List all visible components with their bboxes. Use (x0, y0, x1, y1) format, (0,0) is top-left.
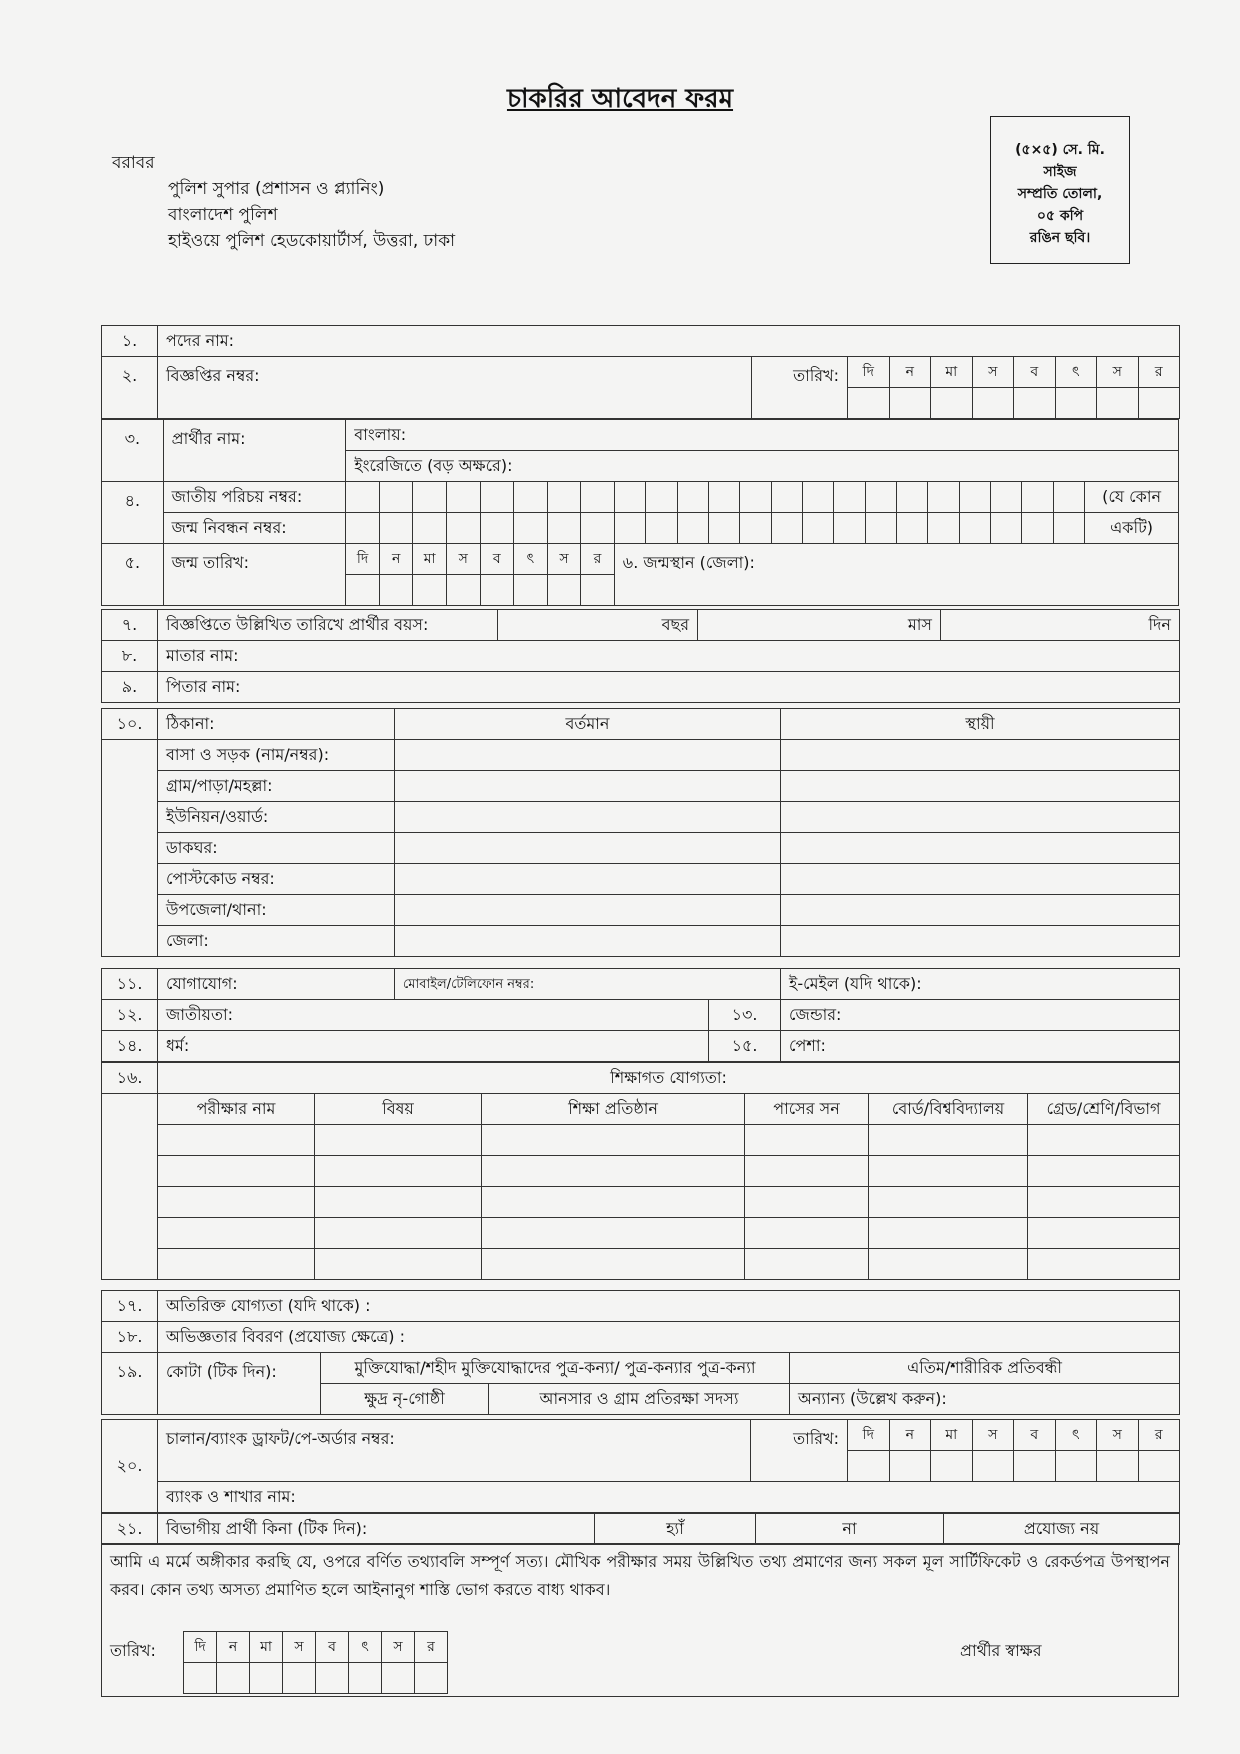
id-note: একটি) (1085, 513, 1179, 544)
brn-digit-cell[interactable] (446, 513, 480, 544)
religion-label: ধর্ম: (166, 1035, 190, 1055)
row-number: ৮. (102, 641, 158, 672)
row-number: ২. (102, 357, 158, 419)
date-letter: ৎ (1055, 1420, 1097, 1451)
nid-digit-cell[interactable] (677, 482, 708, 513)
education-cell[interactable] (745, 1156, 869, 1187)
education-cell[interactable] (1028, 1218, 1180, 1249)
quota-ethnic-option[interactable]: ক্ষুদ্র নৃ-গোষ্ঠী (321, 1384, 489, 1415)
date-letter: স (547, 544, 581, 575)
name-bangla-field[interactable] (346, 420, 1179, 451)
date-input-cell[interactable] (184, 1663, 217, 1694)
option-yes[interactable]: হ্যাঁ (595, 1514, 756, 1545)
birth-reg-label: জন্ম নিবন্ধন নম্বর: (163, 513, 346, 544)
nid-digit-cell[interactable] (897, 482, 928, 513)
mobile-label: মোবাইল/টেলিফোন নম্বর: (403, 976, 535, 992)
dob-label: জন্ম তারিখ: (163, 544, 346, 606)
address-field-label: উপজেলা/থানা: (158, 895, 395, 926)
row-number: ১৮. (102, 1322, 158, 1353)
date-letter: র (1138, 1420, 1180, 1451)
quota-freedom-fighter-option[interactable]: মুক্তিযোদ্ধা/শহীদ মুক্তিযোদ্ধাদের পুত্র-কন্যা/ পুত্র-কন্যার পুত্র-কন্যা (321, 1353, 790, 1384)
date-input-cell[interactable] (1138, 388, 1180, 419)
date-input-cell[interactable] (1138, 1451, 1180, 1482)
brn-digit-cell[interactable] (740, 513, 771, 544)
additional-qualification-field[interactable] (158, 1291, 1180, 1322)
date-input-cell[interactable] (316, 1663, 349, 1694)
date-input-cell[interactable] (931, 1451, 973, 1482)
contact-label: যোগাযোগ: (158, 969, 395, 1000)
education-cell[interactable] (1028, 1156, 1180, 1187)
row-number: ১০. (102, 709, 158, 740)
mobile-field[interactable] (395, 969, 781, 1000)
nid-digit-cell[interactable] (346, 482, 380, 513)
education-cell[interactable] (158, 1187, 315, 1218)
name-bangla-label: বাংলায়: (354, 424, 407, 444)
date-letter: র (415, 1632, 448, 1663)
board-header: বোর্ড/বিশ্ববিদ্যালয় (869, 1094, 1028, 1125)
brn-digit-cell[interactable] (708, 513, 739, 544)
addressee-block (112, 150, 455, 254)
education-cell[interactable] (869, 1218, 1028, 1249)
date-input-cell[interactable] (349, 1663, 382, 1694)
father-name-label: পিতার নাম: (166, 676, 241, 696)
quota-other-option[interactable]: অন্যান্য (উল্লেখ করুন): (790, 1384, 1180, 1415)
photo-instruction: (৫×৫) সে. মি. (1015, 142, 1105, 158)
permanent-address-input[interactable] (781, 771, 1180, 802)
date-letter: মা (250, 1632, 283, 1663)
education-cell[interactable] (315, 1218, 482, 1249)
date-letter: ন (217, 1632, 250, 1663)
date-input-cell[interactable] (1014, 1451, 1056, 1482)
row-number: ৪. (102, 482, 164, 544)
extra-table (101, 1290, 1180, 1415)
dob-input-cell[interactable] (547, 575, 581, 606)
birthplace-label: ৬. জন্মস্থান (জেলা): (622, 553, 755, 572)
education-cell[interactable] (1028, 1187, 1180, 1218)
brn-digit-cell[interactable] (1022, 513, 1053, 544)
row-number: ১৭. (102, 1291, 158, 1322)
brn-digit-cell[interactable] (928, 513, 959, 544)
address-field-label: ইউনিয়ন/ওয়ার্ড: (158, 802, 395, 833)
date-letter: ব (1014, 1420, 1056, 1451)
experience-field[interactable] (158, 1322, 1180, 1353)
applicant-name-label: প্রার্থীর নাম: (163, 420, 346, 482)
addressee-line: বাংলাদেশ পুলিশ (168, 205, 278, 225)
payment-date-label: তারিখ: (751, 1420, 848, 1482)
brn-digit-cell[interactable] (897, 513, 928, 544)
address-field-label: জেলা: (158, 926, 395, 957)
brn-digit-cell[interactable] (646, 513, 677, 544)
education-cell[interactable] (158, 1156, 315, 1187)
date-input-cell[interactable] (889, 388, 931, 419)
age-month-field[interactable] (698, 610, 941, 641)
row-number: ১. (102, 326, 158, 357)
nid-digit-cell[interactable] (740, 482, 771, 513)
brn-digit-cell[interactable] (802, 513, 833, 544)
present-address-input[interactable] (395, 802, 781, 833)
present-address-input[interactable] (395, 895, 781, 926)
dob-input-cell[interactable] (514, 575, 548, 606)
email-label: ই-মেইল (যদি থাকে): (789, 973, 922, 993)
nid-digit-cell[interactable] (1053, 482, 1084, 513)
dob-input-cell[interactable] (581, 575, 615, 606)
present-address-header: বর্তমান (395, 709, 781, 740)
photo-box[interactable] (990, 116, 1130, 264)
nid-digit-cell[interactable] (928, 482, 959, 513)
education-cell[interactable] (482, 1125, 745, 1156)
row-number-spacer (102, 740, 158, 957)
date-input-cell[interactable] (848, 1451, 890, 1482)
addressee-line: পুলিশ সুপার (প্রশাসন ও প্ল্যানিং) (168, 179, 385, 199)
nid-digit-cell[interactable] (959, 482, 990, 513)
bank-branch-label: ব্যাংক ও শাখার নাম: (166, 1486, 296, 1506)
permanent-address-input[interactable] (781, 895, 1180, 926)
row-number: ৫. (102, 544, 164, 606)
mother-name-label: মাতার নাম: (166, 645, 239, 665)
row-number: ১৫. (709, 1031, 781, 1062)
date-letter: স (382, 1632, 415, 1663)
declaration-text: আমি এ মর্মে অঙ্গীকার করছি যে, ওপরে বর্ণিত তথ্যাবলি সম্পূর্ণ সত্য। মৌখিক পরীক্ষার সময় উল্লিখিত তথ্য প্রমাণের জন্য সকল মূল সার্টিফিকেট ও রেকর্ডপত্র উপস্থাপন করব। কোন তথ্য অসত্য প্রমাণিত হলে আইনানুগ শাস্তি ভোগ করতে বাধ্য থাকব। (110, 1552, 1170, 1599)
date-letter: মা (931, 1420, 973, 1451)
present-address-input[interactable] (395, 926, 781, 957)
brn-digit-cell[interactable] (614, 513, 645, 544)
nid-digit-cell[interactable] (646, 482, 677, 513)
address-field-label: পোস্টকোড নম্বর: (158, 864, 395, 895)
id-note: (যে কোন (1085, 482, 1179, 513)
nid-digit-cell[interactable] (865, 482, 896, 513)
date-input-cell[interactable] (1097, 1451, 1139, 1482)
circular-number-label: বিজ্ঞপ্তির নম্বর: (166, 366, 260, 385)
education-table (101, 1062, 1180, 1280)
circular-number-field[interactable] (158, 357, 752, 419)
education-cell[interactable] (869, 1125, 1028, 1156)
contact-table (101, 968, 1180, 1062)
nid-digit-cell[interactable] (413, 482, 447, 513)
date-letter: দি (184, 1632, 217, 1663)
date-input-cell[interactable] (1055, 1451, 1097, 1482)
date-letter: স (972, 357, 1014, 388)
nid-digit-cell[interactable] (480, 482, 514, 513)
age-year-field[interactable] (498, 610, 698, 641)
brn-digit-cell[interactable] (480, 513, 514, 544)
birthplace-field[interactable] (614, 544, 1178, 606)
post-name-label: পদের নাম: (166, 330, 235, 350)
row-number: ৯. (102, 672, 158, 703)
form-table-rows-1-2 (101, 325, 1180, 419)
day-label: দিন (1148, 614, 1171, 634)
quota-label: কোটা (টিক দিন): (158, 1353, 321, 1415)
quota-orphan-disabled-option[interactable]: এতিম/শারীরিক প্রতিবন্ধী (790, 1353, 1180, 1384)
form-table-rows-3-9 (101, 419, 1179, 606)
quota-ansar-option[interactable]: আনসার ও গ্রাম প্রতিরক্ষা সদস্য (489, 1384, 790, 1415)
date-letter: ৎ (514, 544, 548, 575)
year-label: বছর (661, 614, 689, 634)
date-input-cell[interactable] (972, 1451, 1014, 1482)
permanent-address-input[interactable] (781, 740, 1180, 771)
address-table (101, 708, 1180, 957)
brn-digit-cell[interactable] (677, 513, 708, 544)
nid-digit-cell[interactable] (547, 482, 581, 513)
education-heading: শিক্ষাগত যোগ্যতা: (158, 1063, 1180, 1094)
date-letter: স (972, 1420, 1014, 1451)
date-letter: ন (379, 544, 413, 575)
present-address-input[interactable] (395, 864, 781, 895)
date-letter: দি (346, 544, 380, 575)
education-cell[interactable] (745, 1249, 869, 1280)
brn-digit-cell[interactable] (547, 513, 581, 544)
education-cell[interactable] (745, 1187, 869, 1218)
education-cell[interactable] (869, 1249, 1028, 1280)
date-letter: দি (848, 1420, 890, 1451)
brn-digit-cell[interactable] (413, 513, 447, 544)
dob-input-cell[interactable] (379, 575, 413, 606)
age-table (101, 609, 1180, 703)
bank-branch-field[interactable] (158, 1482, 1180, 1513)
nid-digit-cell[interactable] (771, 482, 802, 513)
row-number: ১৪. (102, 1031, 158, 1062)
date-letter: স (283, 1632, 316, 1663)
subject-header: বিষয় (315, 1094, 482, 1125)
challan-label: চালান/ব্যাংক ড্রাফট/পে-অর্ডার নম্বর: (166, 1429, 395, 1448)
nid-digit-cell[interactable] (514, 482, 548, 513)
date-input-cell[interactable] (382, 1663, 415, 1694)
addressee-heading: বরাবর (112, 153, 155, 173)
nationality-field[interactable] (158, 1000, 709, 1031)
nationality-label: জাতীয়তা: (166, 1004, 233, 1024)
departmental-label: বিভাগীয় প্রার্থী কিনা (টিক দিন): (158, 1514, 595, 1545)
date-letter: ব (1014, 357, 1056, 388)
education-cell[interactable] (1028, 1125, 1180, 1156)
brn-digit-cell[interactable] (865, 513, 896, 544)
education-cell[interactable] (869, 1187, 1028, 1218)
education-cell[interactable] (158, 1125, 315, 1156)
nid-digit-cell[interactable] (991, 482, 1022, 513)
date-input-cell[interactable] (250, 1663, 283, 1694)
footer-date-grid (183, 1631, 448, 1694)
nid-digit-cell[interactable] (379, 482, 413, 513)
date-input-cell[interactable] (889, 1451, 931, 1482)
row-number: ২০. (102, 1420, 158, 1513)
row-number: ২১. (102, 1514, 158, 1545)
photo-instruction: সাইজ (1043, 164, 1077, 180)
email-field[interactable] (781, 969, 1180, 1000)
date-input-cell[interactable] (1055, 388, 1097, 419)
exam-name-header: পরীক্ষার নাম (158, 1094, 315, 1125)
date-letter: মা (413, 544, 447, 575)
photo-instruction: ০৫ কপি (1036, 208, 1084, 224)
permanent-address-input[interactable] (781, 926, 1180, 957)
date-letter: স (446, 544, 480, 575)
row-number: ১১. (102, 969, 158, 1000)
brn-digit-cell[interactable] (771, 513, 802, 544)
gender-label: জেন্ডার: (789, 1004, 842, 1024)
mother-name-field[interactable] (158, 641, 1180, 672)
dob-input-cell[interactable] (413, 575, 447, 606)
row-number: ১৬. (102, 1063, 158, 1094)
profession-label: পেশা: (789, 1035, 826, 1055)
present-address-input[interactable] (395, 740, 781, 771)
education-cell[interactable] (1028, 1249, 1180, 1280)
nid-label: জাতীয় পরিচয় নম্বর: (163, 482, 346, 513)
footer-date-label: তারিখ: (110, 1641, 156, 1660)
date-input-cell[interactable] (972, 388, 1014, 419)
institution-header: শিক্ষা প্রতিষ্ঠান (482, 1094, 745, 1125)
applicant-signature-label: প্রার্থীর স্বাক্ষর (960, 1641, 1042, 1660)
permanent-address-input[interactable] (781, 802, 1180, 833)
education-cell[interactable] (158, 1249, 315, 1280)
date-letter: স (1097, 1420, 1139, 1451)
name-english-label: ইংরেজিতে (বড় অক্ষরে): (354, 455, 513, 475)
education-cell[interactable] (482, 1218, 745, 1249)
dob-input-cell[interactable] (346, 575, 380, 606)
experience-label: অভিজ্ঞতার বিবরণ (প্রযোজ্য ক্ষেত্রে) : (166, 1326, 406, 1346)
option-not-applicable[interactable]: প্রযোজ্য নয় (944, 1514, 1180, 1545)
education-cell[interactable] (745, 1125, 869, 1156)
addressee-line: হাইওয়ে পুলিশ হেডকোয়ার্টার্স, উত্তরা, ঢাকা (168, 231, 456, 251)
month-label: মাস (907, 614, 932, 634)
date-input-cell[interactable] (848, 388, 890, 419)
education-cell[interactable] (158, 1218, 315, 1249)
date-letter: র (581, 544, 615, 575)
brn-digit-cell[interactable] (581, 513, 615, 544)
brn-digit-cell[interactable] (959, 513, 990, 544)
address-field-label: বাসা ও সড়ক (নাম/নম্বর): (158, 740, 395, 771)
brn-digit-cell[interactable] (834, 513, 865, 544)
present-address-input[interactable] (395, 771, 781, 802)
education-cell[interactable] (315, 1156, 482, 1187)
religion-field[interactable] (158, 1031, 709, 1062)
education-cell[interactable] (482, 1187, 745, 1218)
row-number: ৭. (102, 610, 158, 641)
nid-digit-cell[interactable] (834, 482, 865, 513)
nid-digit-cell[interactable] (614, 482, 645, 513)
age-label: বিজ্ঞপ্তিতে উল্লিখিত তারিখে প্রার্থীর বয়স: (158, 610, 498, 641)
education-cell[interactable] (315, 1249, 482, 1280)
address-field-label: গ্রাম/পাড়া/মহল্লা: (158, 771, 395, 802)
nid-digit-cell[interactable] (802, 482, 833, 513)
date-letter: ব (316, 1632, 349, 1663)
nid-digit-cell[interactable] (1022, 482, 1053, 513)
photo-instruction: সম্প্রতি তোলা, (1017, 186, 1103, 202)
brn-digit-cell[interactable] (991, 513, 1022, 544)
address-label: ঠিকানা: (158, 709, 395, 740)
father-name-field[interactable] (158, 672, 1180, 703)
additional-qualification-label: অতিরিক্ত যোগ্যতা (যদি থাকে) : (166, 1295, 371, 1315)
education-cell[interactable] (482, 1156, 745, 1187)
post-name-field[interactable] (158, 326, 1180, 357)
gender-field[interactable] (781, 1000, 1180, 1031)
name-english-field[interactable] (346, 451, 1179, 482)
row-number: ১৩. (709, 1000, 781, 1031)
education-cell[interactable] (315, 1125, 482, 1156)
nid-digit-cell[interactable] (708, 482, 739, 513)
education-cell[interactable] (315, 1187, 482, 1218)
brn-digit-cell[interactable] (346, 513, 380, 544)
brn-digit-cell[interactable] (379, 513, 413, 544)
education-cell[interactable] (745, 1218, 869, 1249)
row-number: ১২. (102, 1000, 158, 1031)
present-address-input[interactable] (395, 833, 781, 864)
permanent-address-input[interactable] (781, 833, 1180, 864)
date-letter: ৎ (1055, 357, 1097, 388)
nid-digit-cell[interactable] (581, 482, 615, 513)
date-input-cell[interactable] (415, 1663, 448, 1694)
profession-field[interactable] (781, 1031, 1180, 1062)
date-input-cell[interactable] (283, 1663, 316, 1694)
date-letter: দি (848, 357, 890, 388)
circular-date-label: তারিখ: (752, 357, 848, 419)
date-letter: ব (480, 544, 514, 575)
date-input-cell[interactable] (931, 388, 973, 419)
dob-input-cell[interactable] (446, 575, 480, 606)
education-cell[interactable] (869, 1156, 1028, 1187)
date-letter: ন (889, 1420, 931, 1451)
departmental-table (101, 1513, 1180, 1545)
row-number: ৩. (102, 420, 164, 482)
age-day-field[interactable] (941, 610, 1180, 641)
option-no[interactable]: না (756, 1514, 944, 1545)
row-number: ১৯. (102, 1353, 158, 1415)
brn-digit-cell[interactable] (1053, 513, 1084, 544)
date-input-cell[interactable] (217, 1663, 250, 1694)
date-letter: ৎ (349, 1632, 382, 1663)
photo-instruction: রঙিন ছবি। (1029, 230, 1091, 246)
challan-field[interactable] (158, 1420, 751, 1482)
permanent-address-input[interactable] (781, 864, 1180, 895)
permanent-address-header: স্থায়ী (781, 709, 1180, 740)
date-letter: স (1097, 357, 1139, 388)
dob-input-cell[interactable] (480, 575, 514, 606)
date-input-cell[interactable] (1014, 388, 1056, 419)
form-title: চাকরির আবেদন ফরম (506, 84, 734, 114)
date-letter: ন (889, 357, 931, 388)
date-letter: মা (931, 357, 973, 388)
grade-header: গ্রেড/শ্রেণি/বিভাগ (1028, 1094, 1180, 1125)
brn-digit-cell[interactable] (514, 513, 548, 544)
payment-table (101, 1419, 1180, 1513)
row-number-spacer (102, 1094, 158, 1280)
date-letter: র (1138, 357, 1180, 388)
nid-digit-cell[interactable] (446, 482, 480, 513)
education-cell[interactable] (482, 1249, 745, 1280)
date-input-cell[interactable] (1097, 388, 1139, 419)
passing-year-header: পাসের সন (745, 1094, 869, 1125)
address-field-label: ডাকঘর: (158, 833, 395, 864)
